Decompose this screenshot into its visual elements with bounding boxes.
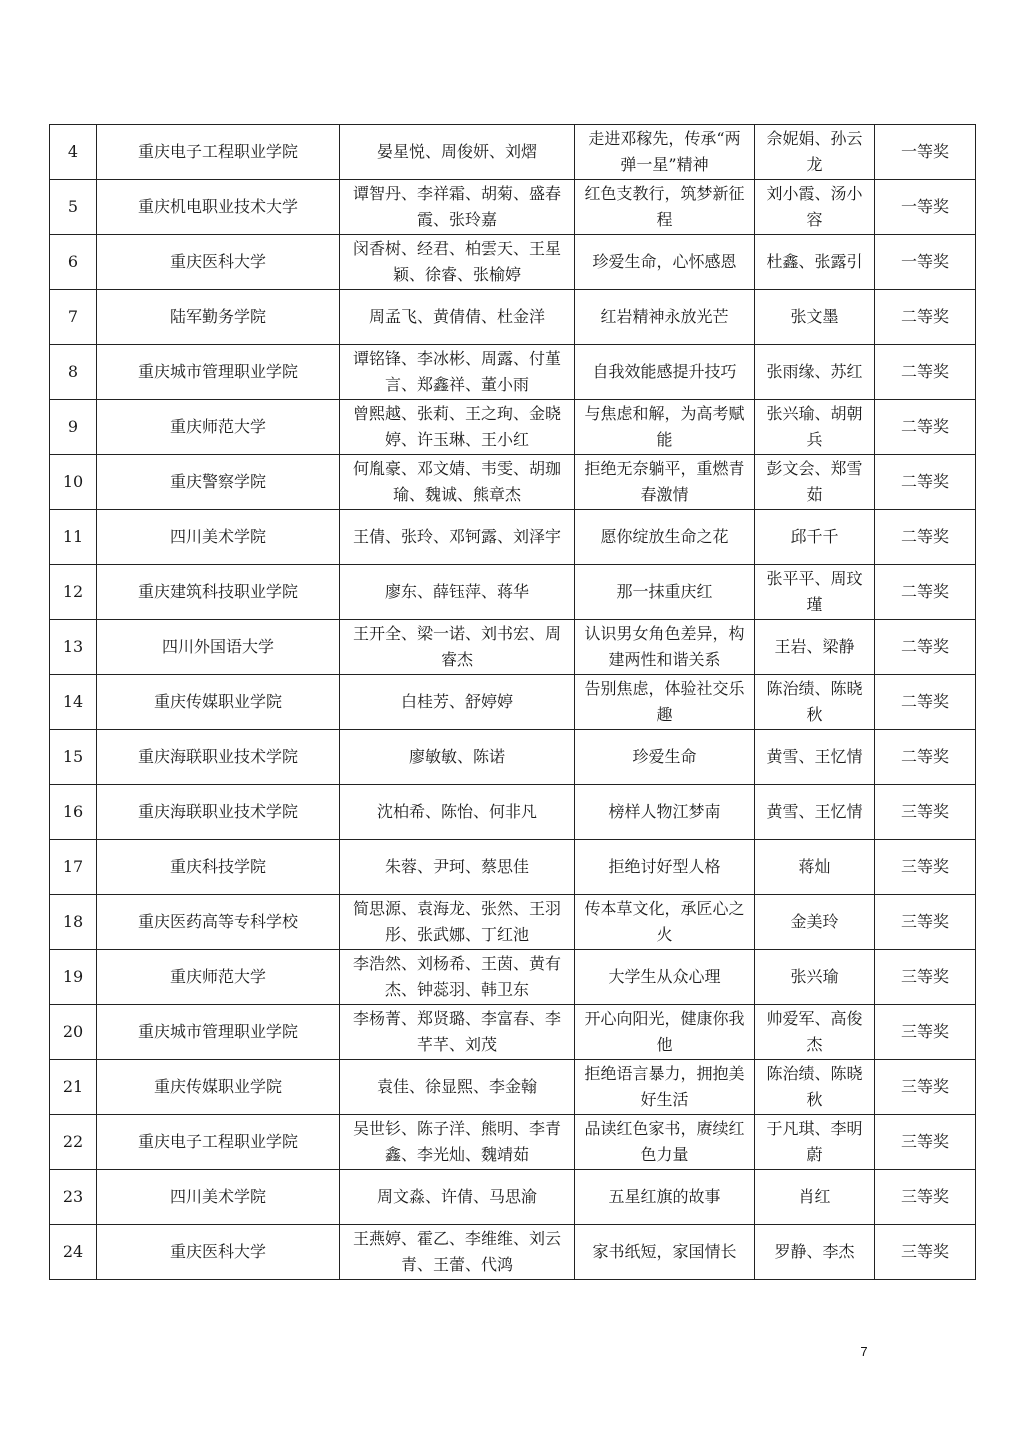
cell-award: 二等奖 (875, 400, 976, 455)
cell-work-title: 开心向阳光，健康你我他 (575, 1005, 755, 1060)
cell-school: 重庆海联职业技术学院 (97, 730, 340, 785)
cell-school: 陆军勤务学院 (97, 290, 340, 345)
cell-members: 周文淼、许倩、马思渝 (340, 1170, 575, 1225)
cell-members: 袁佳、徐显熙、李金翰 (340, 1060, 575, 1115)
table-row (50, 565, 976, 620)
table-row (50, 290, 976, 345)
table-row (50, 1170, 976, 1225)
cell-number: 7 (50, 290, 97, 345)
cell-members: 谭铭锋、李冰彬、周露、付堇言、郑鑫祥、董小雨 (340, 345, 575, 400)
cell-advisor: 帅爱军、高俊杰 (755, 1005, 875, 1060)
cell-award: 二等奖 (875, 730, 976, 785)
cell-advisor: 陈治绩、陈晓秋 (755, 675, 875, 730)
cell-number: 21 (50, 1060, 97, 1115)
cell-award: 三等奖 (875, 1115, 976, 1170)
cell-members: 吴世钐、陈子洋、熊明、李青鑫、李光灿、魏靖茹 (340, 1115, 575, 1170)
cell-members: 李杨菁、郑贤璐、李富春、李芊芊、刘茂 (340, 1005, 575, 1060)
cell-work-title: 珍爱生命 (575, 730, 755, 785)
cell-work-title: 五星红旗的故事 (575, 1170, 755, 1225)
cell-advisor: 张兴瑜 (755, 950, 875, 1005)
cell-work-title: 家书纸短，家国情长 (575, 1225, 755, 1280)
table-row (50, 400, 976, 455)
table-row (50, 840, 976, 895)
cell-members: 廖敏敏、陈诺 (340, 730, 575, 785)
cell-advisor: 黄雪、王忆情 (755, 730, 875, 785)
cell-award: 三等奖 (875, 840, 976, 895)
cell-number: 17 (50, 840, 97, 895)
cell-advisor: 蒋灿 (755, 840, 875, 895)
cell-award: 二等奖 (875, 565, 976, 620)
cell-advisor: 王岩、梁静 (755, 620, 875, 675)
cell-work-title: 告别焦虑，体验社交乐趣 (575, 675, 755, 730)
cell-work-title: 认识男女角色差异，构建两性和谐关系 (575, 620, 755, 675)
cell-school: 重庆警察学院 (97, 455, 340, 510)
cell-members: 李浩然、刘杨希、王茵、黄有杰、钟蕊羽、韩卫东 (340, 950, 575, 1005)
cell-members: 周孟飞、黄倩倩、杜金洋 (340, 290, 575, 345)
table-row (50, 1060, 976, 1115)
cell-award: 三等奖 (875, 1225, 976, 1280)
cell-members: 晏星悦、周俊妍、刘熠 (340, 125, 575, 180)
cell-number: 10 (50, 455, 97, 510)
table-row (50, 510, 976, 565)
cell-members: 何胤豪、邓文婧、韦雯、胡珈瑜、魏诚、熊章杰 (340, 455, 575, 510)
cell-number: 9 (50, 400, 97, 455)
table-row (50, 950, 976, 1005)
cell-school: 重庆电子工程职业学院 (97, 1115, 340, 1170)
cell-school: 重庆师范大学 (97, 950, 340, 1005)
table-row (50, 1115, 976, 1170)
cell-members: 王燕婷、霍乙、李维维、刘云青、王蕾、代鸿 (340, 1225, 575, 1280)
cell-work-title: 与焦虑和解，为高考赋能 (575, 400, 755, 455)
cell-advisor: 张文墨 (755, 290, 875, 345)
table-row (50, 345, 976, 400)
cell-advisor: 于凡琪、李明蔚 (755, 1115, 875, 1170)
cell-award: 二等奖 (875, 620, 976, 675)
cell-school: 重庆机电职业技术大学 (97, 180, 340, 235)
table-row (50, 730, 976, 785)
cell-number: 8 (50, 345, 97, 400)
cell-advisor: 张雨缘、苏红 (755, 345, 875, 400)
cell-work-title: 品读红色家书，赓续红色力量 (575, 1115, 755, 1170)
cell-award: 二等奖 (875, 675, 976, 730)
table-row (50, 1225, 976, 1280)
cell-number: 15 (50, 730, 97, 785)
cell-work-title: 自我效能感提升技巧 (575, 345, 755, 400)
table-row (50, 620, 976, 675)
cell-number: 19 (50, 950, 97, 1005)
cell-members: 曾熙越、张莉、王之珣、金晓婷、许玉琳、王小红 (340, 400, 575, 455)
cell-advisor: 罗静、李杰 (755, 1225, 875, 1280)
table-row (50, 1005, 976, 1060)
cell-members: 简思源、袁海龙、张然、王羽彤、张武娜、丁红池 (340, 895, 575, 950)
cell-number: 4 (50, 125, 97, 180)
cell-award: 一等奖 (875, 180, 976, 235)
cell-number: 5 (50, 180, 97, 235)
cell-school: 重庆城市管理职业学院 (97, 345, 340, 400)
table-row (50, 180, 976, 235)
cell-work-title: 愿你绽放生命之花 (575, 510, 755, 565)
cell-advisor: 杜鑫、张露引 (755, 235, 875, 290)
cell-members: 朱蓉、尹珂、蔡思佳 (340, 840, 575, 895)
cell-award: 一等奖 (875, 125, 976, 180)
cell-members: 谭智丹、李祥霜、胡菊、盛春霞、张玲嘉 (340, 180, 575, 235)
cell-school: 重庆传媒职业学院 (97, 1060, 340, 1115)
cell-number: 24 (50, 1225, 97, 1280)
cell-award: 三等奖 (875, 1060, 976, 1115)
cell-award: 二等奖 (875, 345, 976, 400)
cell-work-title: 拒绝无奈躺平，重燃青春激情 (575, 455, 755, 510)
cell-award: 三等奖 (875, 1170, 976, 1225)
cell-work-title: 那一抹重庆红 (575, 565, 755, 620)
cell-award: 二等奖 (875, 455, 976, 510)
cell-advisor: 刘小霞、汤小容 (755, 180, 875, 235)
cell-number: 22 (50, 1115, 97, 1170)
cell-number: 20 (50, 1005, 97, 1060)
cell-members: 沈柏希、陈怡、何非凡 (340, 785, 575, 840)
cell-work-title: 红色支教行，筑梦新征程 (575, 180, 755, 235)
cell-award: 二等奖 (875, 510, 976, 565)
table-row (50, 125, 976, 180)
cell-advisor: 彭文会、郑雪茹 (755, 455, 875, 510)
cell-award: 二等奖 (875, 290, 976, 345)
cell-award: 三等奖 (875, 895, 976, 950)
cell-number: 11 (50, 510, 97, 565)
cell-number: 18 (50, 895, 97, 950)
cell-advisor: 张兴瑜、胡朝兵 (755, 400, 875, 455)
cell-members: 廖东、薛钰萍、蒋华 (340, 565, 575, 620)
cell-school: 重庆医药高等专科学校 (97, 895, 340, 950)
cell-award: 三等奖 (875, 785, 976, 840)
cell-school: 重庆医科大学 (97, 235, 340, 290)
cell-work-title: 红岩精神永放光芒 (575, 290, 755, 345)
table-row (50, 455, 976, 510)
cell-work-title: 榜样人物江梦南 (575, 785, 755, 840)
cell-members: 白桂芳、舒婷婷 (340, 675, 575, 730)
cell-school: 重庆建筑科技职业学院 (97, 565, 340, 620)
cell-advisor: 黄雪、王忆情 (755, 785, 875, 840)
cell-school: 重庆城市管理职业学院 (97, 1005, 340, 1060)
cell-number: 13 (50, 620, 97, 675)
cell-school: 四川美术学院 (97, 510, 340, 565)
cell-school: 重庆师范大学 (97, 400, 340, 455)
cell-school: 四川外国语大学 (97, 620, 340, 675)
cell-award: 三等奖 (875, 1005, 976, 1060)
cell-advisor: 陈治绩、陈晓秋 (755, 1060, 875, 1115)
cell-advisor: 佘妮娟、孙云龙 (755, 125, 875, 180)
cell-award: 一等奖 (875, 235, 976, 290)
cell-advisor: 张平平、周玟瑾 (755, 565, 875, 620)
cell-school: 重庆医科大学 (97, 1225, 340, 1280)
cell-work-title: 珍爱生命，心怀感恩 (575, 235, 755, 290)
cell-advisor: 金美玲 (755, 895, 875, 950)
cell-members: 闵香树、经君、柏雲天、王星颖、徐睿、张榆婷 (340, 235, 575, 290)
page-number: 7 (860, 1344, 868, 1359)
table-row (50, 895, 976, 950)
cell-number: 6 (50, 235, 97, 290)
cell-number: 12 (50, 565, 97, 620)
cell-award: 三等奖 (875, 950, 976, 1005)
cell-school: 重庆传媒职业学院 (97, 675, 340, 730)
cell-members: 王倩、张玲、邓钶露、刘泽宇 (340, 510, 575, 565)
cell-school: 重庆电子工程职业学院 (97, 125, 340, 180)
cell-number: 16 (50, 785, 97, 840)
table-row (50, 235, 976, 290)
cell-number: 14 (50, 675, 97, 730)
award-table-body (50, 125, 976, 1280)
cell-work-title: 大学生从众心理 (575, 950, 755, 1005)
cell-members: 王开全、梁一诺、刘书宏、周睿杰 (340, 620, 575, 675)
cell-advisor: 肖红 (755, 1170, 875, 1225)
award-table (49, 124, 976, 1280)
cell-number: 23 (50, 1170, 97, 1225)
table-row (50, 785, 976, 840)
cell-school: 重庆海联职业技术学院 (97, 785, 340, 840)
cell-work-title: 走进邓稼先，传承“两弹一星”精神 (575, 125, 755, 180)
cell-work-title: 拒绝语言暴力，拥抱美好生活 (575, 1060, 755, 1115)
cell-advisor: 邱千千 (755, 510, 875, 565)
table-row (50, 675, 976, 730)
cell-school: 重庆科技学院 (97, 840, 340, 895)
cell-school: 四川美术学院 (97, 1170, 340, 1225)
cell-work-title: 传本草文化，承匠心之火 (575, 895, 755, 950)
cell-work-title: 拒绝讨好型人格 (575, 840, 755, 895)
